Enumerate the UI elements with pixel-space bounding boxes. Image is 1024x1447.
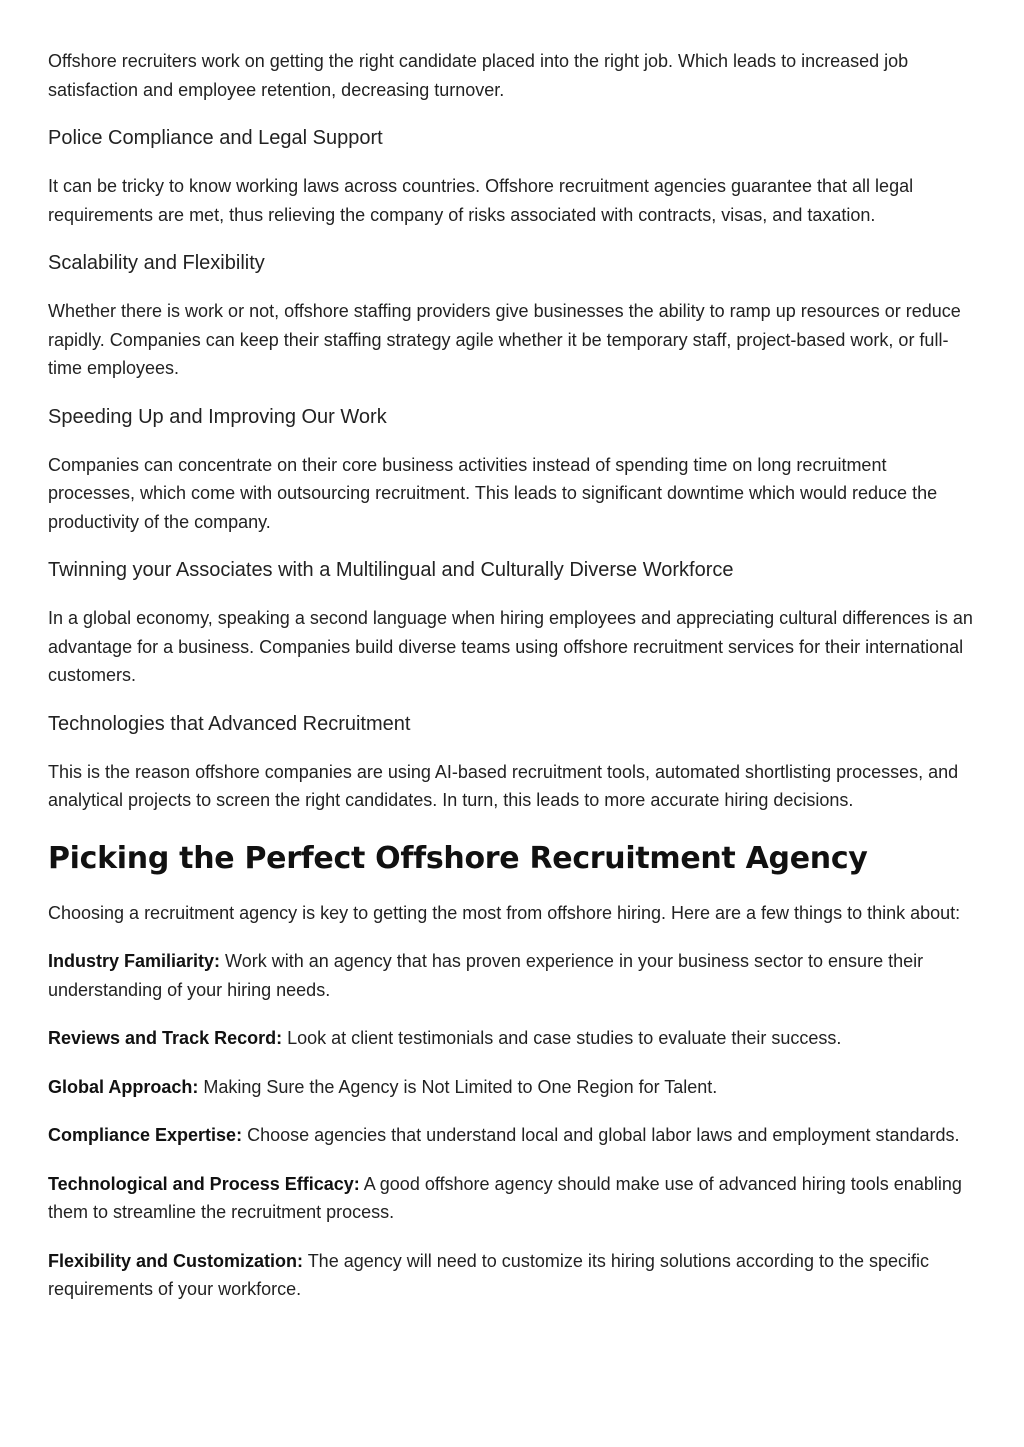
benefit-heading-diversity: Twinning your Associates with a Multilingual and Culturally Diverse Workforce <box>48 559 734 581</box>
criterion-label: Compliance Expertise: <box>48 1125 243 1145</box>
criterion-label: Reviews and Track Record: <box>48 1028 283 1048</box>
criterion-industry-familiarity <box>48 947 976 1004</box>
criterion-text: Choose agencies that understand local and global labor laws and employment standards. <box>242 1125 960 1145</box>
criterion-reviews <box>48 1024 976 1053</box>
criterion-text: The agency will need to customize its hiring solutions according to the specific requirements of your workforce. <box>48 1250 930 1299</box>
criterion-flexibility <box>48 1247 976 1304</box>
section-title: Picking the Perfect Offshore Recruitment Agency <box>48 840 868 876</box>
criteria-list <box>48 947 976 1304</box>
criterion-label: Global Approach: <box>48 1076 199 1097</box>
benefit-body-diversity: In a global economy, speaking a second language when hiring employees and appreciating cultural differences is an advantage for a business. Companies build diverse teams using offshore recruitment services for their international customers. <box>48 608 973 685</box>
benefit-heading-speed: Speeding Up and Improving Our Work <box>48 405 387 428</box>
intro-paragraph: Offshore recruiters work on getting the right candidate placed into the right job. Which leads to increased job satisfaction and employee retention, decreasing turnover. <box>48 51 909 100</box>
criterion-label: Industry Familiarity: <box>48 951 221 971</box>
benefit-body-compliance: It can be tricky to know working laws across countries. Offshore recruitment agencies guarantee that all legal requirements are met, thus relieving the company of risks associated with contracts, visas, and taxation. <box>48 176 914 225</box>
criterion-text: A good offshore agency should make use of advanced hiring tools enabling them to streamline the recruitment process. <box>48 1173 962 1222</box>
criterion-label: Flexibility and Customization: <box>48 1250 304 1271</box>
criterion-label: Technological and Process Efficacy: <box>48 1173 360 1194</box>
criterion-text: Work with an agency that has proven experience in your business sector to ensure their understanding of your hiring needs. <box>48 951 924 1000</box>
benefit-heading-scalability: Scalability and Flexibility <box>48 252 265 274</box>
section-intro: Choosing a recruitment agency is key to getting the most from offshore hiring. Here are a few things to think about: <box>48 902 961 923</box>
benefit-body-scalability: Whether there is work or not, offshore staffing providers give businesses the ability to ramp up resources or reduce rapidly. Companies can keep their staffing strategy agile whether it be temporary staff, project-based work, or full-time employees. <box>48 301 961 378</box>
benefit-body-speed: Companies can concentrate on their core business activities instead of spending time on long recruitment processes, which come with outsourcing recruitment. This leads to significant downtime which would reduce the productivity of the company. <box>48 454 938 532</box>
criterion-compliance-expertise <box>48 1121 976 1150</box>
criterion-text: Making Sure the Agency is Not Limited to One Region for Talent. <box>198 1076 718 1097</box>
criterion-technology-efficacy <box>48 1170 976 1227</box>
benefit-heading-technology: Technologies that Advanced Recruitment <box>48 712 411 735</box>
benefit-body-technology: This is the reason offshore companies are using AI-based recruitment tools, automated shortlisting processes, and analytical projects to screen the right candidates. In turn, this leads to more accurate hiring decisions. <box>48 761 959 810</box>
criterion-global-approach <box>48 1073 976 1102</box>
benefit-heading-compliance: Police Compliance and Legal Support <box>48 127 383 149</box>
criterion-text: Look at client testimonials and case studies to evaluate their success. <box>282 1028 842 1048</box>
